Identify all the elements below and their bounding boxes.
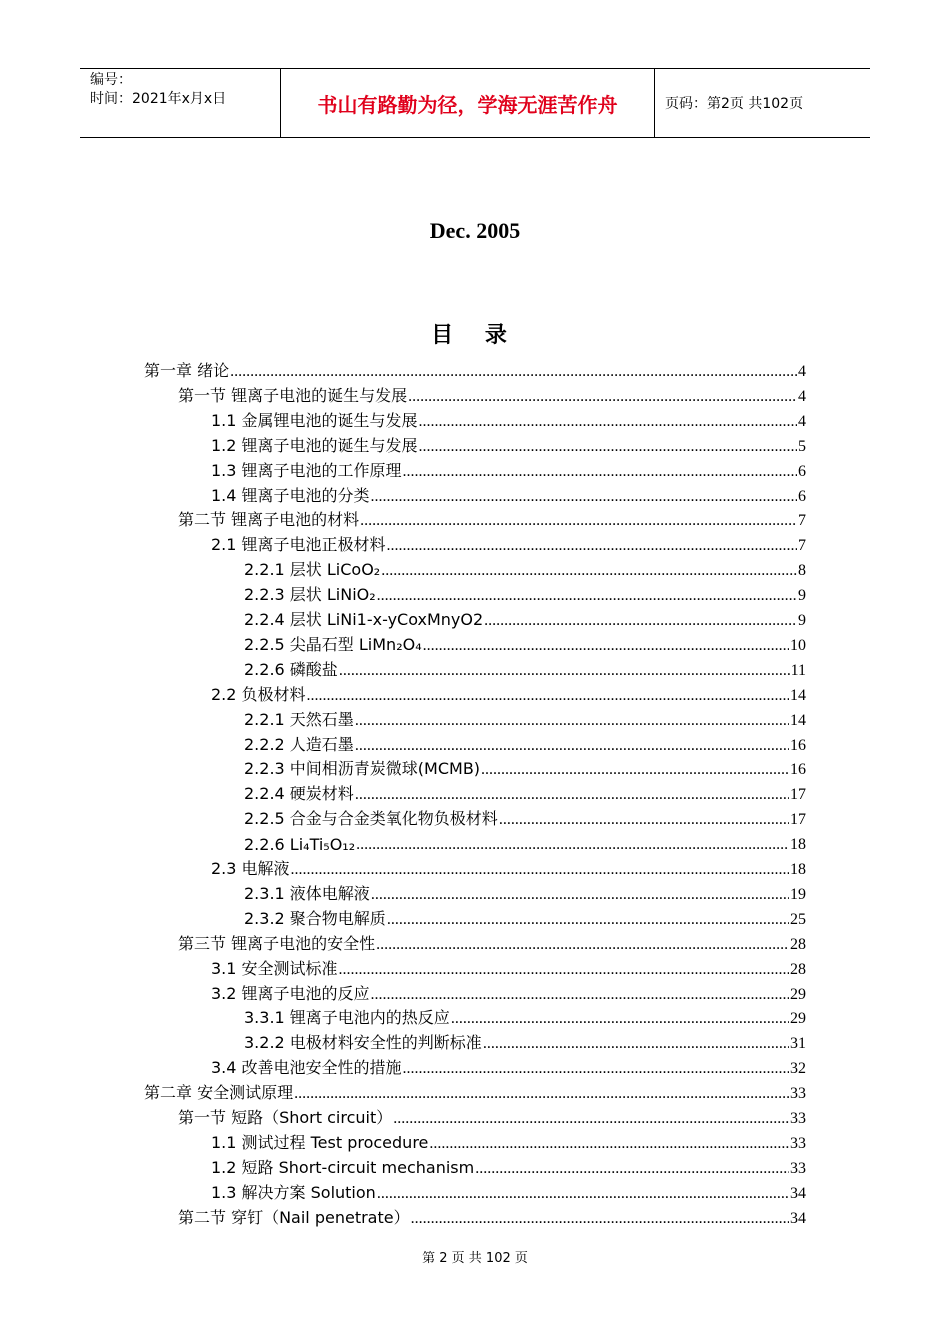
toc-leader-dots [294, 1085, 789, 1103]
toc-leader-dots [411, 1210, 789, 1228]
toc-entry-page: 29 [790, 1010, 806, 1028]
page-header [80, 68, 870, 138]
toc-entry-page: 32 [790, 1060, 806, 1078]
toc-entry-label: 2.2.5 尖晶石型 LiMn₂O₄ [244, 634, 422, 654]
toc-leader-dots [371, 886, 789, 904]
toc-entry-page: 17 [790, 811, 806, 829]
toc-entry[interactable] [178, 382, 806, 406]
toc-entry[interactable] [211, 1129, 806, 1153]
toc-entry[interactable] [178, 1104, 806, 1128]
toc-leader-dots [499, 811, 789, 829]
toc-entry[interactable] [244, 656, 806, 680]
toc-entry-page: 25 [790, 910, 806, 928]
toc-entry-label: 2.2.3 层状 LiNiO₂ [244, 585, 376, 605]
toc-entry-label: 2.1 锂离子电池正极材料 [211, 535, 386, 555]
toc-leader-dots [387, 911, 789, 929]
toc-entry-page: 18 [790, 861, 806, 878]
toc-leader-dots [387, 537, 797, 555]
toc-leader-dots [376, 936, 789, 954]
toc-entry-page: 33 [790, 1110, 806, 1127]
toc-leader-dots [429, 1135, 789, 1153]
toc-entry[interactable] [211, 980, 806, 1004]
toc-leader-dots [393, 1110, 789, 1128]
page-footer: 第 2 页 共 102 页 [422, 1251, 528, 1266]
toc-entry-page: 16 [790, 736, 806, 754]
toc-leader-dots [423, 637, 789, 655]
toc-entry[interactable] [244, 830, 806, 854]
toc-entry[interactable] [244, 755, 806, 779]
toc-leader-dots [403, 1060, 789, 1078]
toc-entry-label: 2.2.6 磷酸盐 [244, 659, 338, 679]
toc-leader-dots [484, 612, 797, 630]
toc-leader-dots [419, 438, 797, 456]
toc-entry-label: 3.2.2 电极材料安全性的判断标准 [244, 1033, 482, 1053]
toc-entry[interactable] [244, 606, 806, 630]
toc-entry-page: 33 [790, 1159, 806, 1177]
toc-leader-dots [419, 413, 797, 431]
toc-entry-label: 第三节 锂离子电池的安全性 [178, 933, 376, 953]
toc-entry-page: 4 [798, 387, 806, 405]
toc-entry-page: 33 [790, 1134, 806, 1152]
toc-entry-label: 第二节 穿钉（Nail penetrate） [178, 1207, 410, 1227]
toc-entry[interactable] [244, 780, 806, 804]
toc-entry[interactable] [211, 457, 806, 481]
toc-entry-label: 3.1 安全测试标准 [211, 958, 338, 978]
toc-entry[interactable] [211, 855, 806, 879]
toc-leader-dots [356, 836, 789, 854]
toc-leader-dots [371, 488, 797, 506]
toc-entry[interactable] [211, 681, 806, 705]
toc-entry-page: 19 [790, 885, 806, 903]
toc-entry-label: 第一节 锂离子电池的诞生与发展 [178, 385, 408, 405]
toc-entry[interactable] [244, 805, 806, 829]
toc-entry-label: 2.2.1 层状 LiCoO₂ [244, 560, 381, 580]
toc-entry-page: 9 [798, 612, 806, 629]
toc-entry-page: 28 [790, 960, 806, 978]
toc-entry-label: 3.3.1 锂离子电池内的热反应 [244, 1008, 450, 1028]
toc-entry-label: 2.2.1 天然石墨 [244, 709, 354, 729]
toc-entry[interactable] [244, 581, 806, 605]
toc-entry-page: 17 [790, 786, 806, 804]
toc-leader-dots [355, 737, 789, 755]
toc-entry-page: 31 [790, 1035, 806, 1053]
toc-entry-page: 7 [798, 537, 806, 555]
toc-entry-label: 1.1 测试过程 Test procedure [211, 1132, 429, 1152]
toc-leader-dots [408, 388, 797, 406]
serial-label: 编号： [90, 72, 132, 88]
toc-entry[interactable] [144, 1079, 806, 1103]
toc-entry[interactable] [211, 1054, 806, 1078]
toc-entry-label: 2.3.2 聚合物电解质 [244, 908, 386, 928]
toc-leader-dots [291, 861, 789, 879]
toc-entry-page: 6 [798, 462, 806, 480]
toc-leader-dots [339, 961, 789, 979]
toc-entry-page: 5 [798, 437, 806, 455]
toc-entry-label: 第一章 绪论 [144, 361, 230, 380]
toc-entry[interactable] [211, 955, 806, 979]
toc-leader-dots [451, 1010, 789, 1028]
toc-entry[interactable] [211, 482, 806, 506]
toc-entry-label: 第一节 短路（Short circuit） [178, 1108, 393, 1127]
toc-entry[interactable] [211, 407, 806, 431]
toc-title: 目 录 [431, 323, 519, 348]
toc-entry[interactable] [211, 1179, 806, 1203]
toc-entry-label: 1.1 金属锂电池的诞生与发展 [211, 410, 418, 430]
page-info: 页码：第2页 共102页 [665, 96, 804, 112]
header-middle-cell [281, 69, 655, 137]
toc-entry[interactable] [178, 930, 806, 954]
toc-leader-dots [483, 1035, 789, 1053]
toc-entry-label: 1.2 短路 Short-circuit mechanism [211, 1157, 475, 1177]
toc-entry-label: 2.2.2 人造石墨 [244, 734, 354, 754]
toc-entry[interactable] [178, 1204, 806, 1228]
toc-entry-page: 33 [790, 1085, 806, 1103]
toc-leader-dots [377, 587, 797, 605]
toc-leader-dots [307, 687, 789, 705]
toc-entry-page: 4 [798, 412, 806, 430]
toc-entry-page: 18 [790, 836, 806, 854]
toc-entry-label: 3.4 改善电池安全性的措施 [211, 1058, 402, 1078]
header-left-cell [80, 69, 281, 137]
toc-entry-label: 2.2.3 中间相沥青炭微球(MCMB) [244, 759, 481, 779]
header-motto: 书山有路勤为径，学海无涯苦作舟 [317, 92, 618, 117]
toc-entry-label: 2.3.1 液体电解液 [244, 883, 370, 903]
toc-entry-page: 34 [790, 1184, 806, 1202]
toc-entry[interactable] [144, 357, 806, 381]
toc-entry[interactable] [244, 1004, 806, 1028]
toc-entry[interactable] [211, 1154, 806, 1178]
toc-leader-dots [339, 662, 790, 680]
toc-entry-label: 2.2 负极材料 [211, 684, 306, 704]
toc-entry[interactable] [211, 432, 806, 456]
toc-entry-page: 4 [798, 363, 806, 380]
toc-entry-page: 8 [798, 562, 806, 580]
toc-leader-dots [475, 1160, 789, 1178]
toc-entry-label: 第二章 安全测试原理 [144, 1083, 294, 1103]
toc-leader-dots [360, 512, 797, 530]
toc-entry[interactable] [244, 880, 806, 904]
toc-entry-label: 1.3 锂离子电池的工作原理 [211, 460, 402, 480]
toc-entry-page: 10 [790, 636, 806, 654]
toc-leader-dots [403, 463, 797, 481]
toc-leader-dots [355, 786, 789, 804]
toc-leader-dots [377, 1185, 789, 1203]
toc-entry[interactable] [178, 506, 806, 530]
toc-entry[interactable] [244, 905, 806, 929]
toc-entry-label: 1.3 解决方案 Solution [211, 1182, 376, 1202]
toc-entry[interactable] [244, 731, 806, 755]
toc-entry-page: 6 [798, 487, 806, 505]
toc-entry[interactable] [244, 631, 806, 655]
toc-entry-label: 2.3 电解液 [211, 859, 290, 878]
toc-entry-page: 11 [790, 661, 806, 679]
toc-entry-label: 1.4 锂离子电池的分类 [211, 485, 370, 505]
toc-leader-dots [381, 562, 797, 580]
time-label: 时间：2021年x月x日 [90, 91, 227, 107]
toc-entry-page: 14 [790, 711, 806, 729]
toc-entry-page: 29 [790, 985, 806, 1003]
toc-leader-dots [355, 712, 789, 730]
toc-entry-label: 1.2 锂离子电池的诞生与发展 [211, 435, 418, 455]
toc-entry-label: 2.2.4 硬炭材料 [244, 784, 354, 804]
toc-entry-label: 2.2.6 Li₄Ti₅O₁₂ [244, 835, 356, 855]
toc-leader-dots [371, 986, 789, 1004]
toc-entry-page: 28 [790, 935, 806, 953]
toc-entry-label: 3.2 锂离子电池的反应 [211, 983, 370, 1003]
toc-entry-page: 34 [790, 1209, 806, 1227]
toc-entry-label: 第二节 锂离子电池的材料 [178, 510, 360, 530]
toc-leader-dots [481, 761, 789, 779]
toc-leader-dots [230, 363, 797, 381]
document-date: Dec. 2005 [429, 218, 521, 243]
toc-entry-page: 9 [798, 587, 806, 605]
toc-entry[interactable] [211, 531, 806, 555]
toc-entry-label: 2.2.4 层状 LiNi1-x-yCoxMnyO2 [244, 610, 484, 629]
toc-entry-label: 2.2.5 合金与合金类氧化物负极材料 [244, 809, 498, 829]
toc-entry-page: 16 [790, 761, 806, 779]
toc-entry-page: 7 [798, 512, 806, 530]
toc-entry[interactable] [244, 1029, 806, 1053]
toc-entry-page: 14 [790, 686, 806, 704]
toc-entry[interactable] [244, 556, 806, 580]
toc-entry[interactable] [244, 706, 806, 730]
header-right-cell [655, 69, 870, 137]
